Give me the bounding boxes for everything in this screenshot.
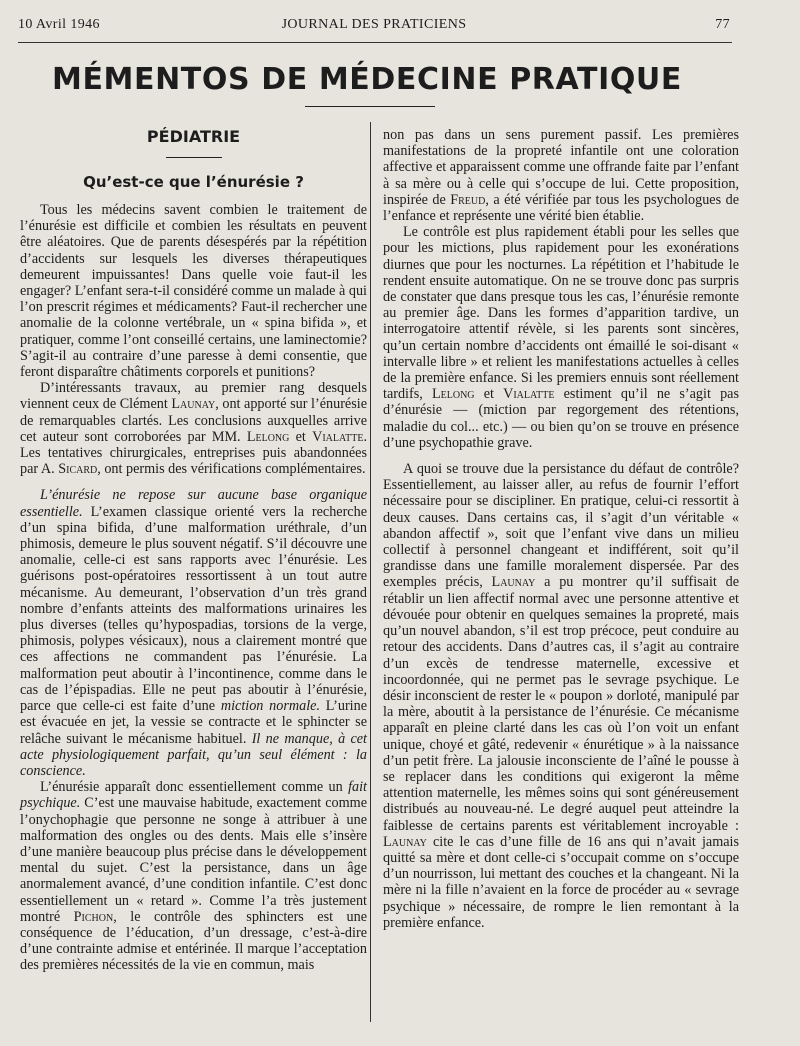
author-name: Launay <box>383 833 427 850</box>
article-title: Qu’est-ce que l’énurésie ? <box>83 173 304 191</box>
paragraph: L’énurésie apparaît donc essentiellement comme un fait psychique. C’est une mauvaise habitude, exactement comme l’onychophagie que personne ne songe à attribuer à une malformation des ongles ou des dents. Mais elle s’insère d’une manière beaucoup plus précise dans le développement mental du sujet. C’est la persistance, dans un âge anormalement avancé, d’une condition infantile. C’est donc essentiellement un « retard ». Comme l’a très justement montré Pichon, le contrôle des sphincters est une conséquence de l’éducation, d’un dressage, c’est-à-dire d’une contrainte admise et entérinée. Il marque l’acceptation des premières nécessités de la vie en commun, mais <box>20 779 368 974</box>
column-divider <box>370 122 371 1022</box>
author-name: Launay <box>491 574 536 591</box>
main-title: MÉMENTOS DE MÉDECINE PRATIQUE <box>52 62 682 97</box>
author-name: Pichon <box>73 908 114 925</box>
section-rule <box>166 157 222 158</box>
paragraph: non pas dans un sens purement passif. Les premières manifestations de la propreté infantile ont une coloration affective et apparaissent comme une offrande faite par l’enfant à sa mère ou à celle qui s’occupe de lui. Cette proposition, inspirée de Freud, a été vérifiée par tous les psychologues de l’enfance et représente une vérité bien établie. <box>383 127 739 225</box>
italic-lead: L’énurésie ne repose sur aucune base organique essentielle. <box>20 487 367 520</box>
paragraph: Le contrôle est plus rapidement établi pour les selles que pour les mictions, plus rapidement pour les exonérations diurnes que pour les nocturnes. La répétition et l’habitude le rendent ensuite automatique. On ne se trouve donc pas surpris de constater que dans presque tous les cas, l’énurésie remonte au premier âge. Dans les formes d’apparition tardive, un interrogatoire attentif révèle, si les parents sont sincères, qu’un certain nombre d’accidents ont émaillé le soi-disant « intervalle libre » et relient les manifestations actuelles à celles de la première enfance. Si les premiers ennuis sont réellement tardifs, Lelong et Vialatte estiment qu’il ne s’agit pas d’énurésie — (miction par regorgement des rétentions, maladie du col... etc.) — ou bien qu’on se trouve en présence d’une psychopathie grave. <box>383 224 739 451</box>
section-title: PÉDIATRIE <box>146 127 241 146</box>
right-column <box>383 127 739 931</box>
author-name: Vialatte <box>312 428 364 445</box>
title-rule <box>305 106 435 107</box>
left-column <box>20 127 367 974</box>
paragraph: Tous les médecins savent combien le traitement de l’énurésie est difficile et combien les résultats en peuvent être aléatoires. Que de parents désespérés par la répétition d’accidents sur lesquels les diverses thérapeutiques demeurent impuissantes! Dans quelle voie faut-il les engager? L’enfant sera-t-il considéré comme un malade à qui l’on prescrit régimes et médicaments? Faut-il rechercher une anomalie de la colonne vertébrale, un « spina bifida », et pratiquer, comme l’ont conseillé certains, une laminectomie? S’agit-il au contraire d’une paresse à demi consentie, que feront disparaître châtiments corporels et punitions? <box>20 202 367 381</box>
header-rule <box>18 42 732 43</box>
author-name: Freud <box>450 191 486 208</box>
issue-date: 10 Avril 1946 <box>18 17 100 32</box>
paragraph: D’intéressants travaux, au premier rang desquels viennent ceux de Clément Launay, ont apporté sur l’énurésie de remarquables clartés. Les conclusions auxquelles arrive cet auteur sont corroborées par MM. Lelong et Vialatte. Les tentatives chirurgicales, entreprises puis abandonnées par A. Sicard, ont permis des vérifications complémentaires. <box>20 380 367 478</box>
author-name: Sicard <box>58 461 98 478</box>
page-number: 77 <box>715 17 730 32</box>
paragraph: L’énurésie ne repose sur aucune base organique essentielle. L’examen classique orienté vers la recherche d’un spina bifida, d’une malformation uréthrale, d’un phimosis, demeure le plus souvent négatif. S’il découvre une anomalie, celle-ci est sans rapports avec l’énurésie. Les guérisons post-opératoires ressortissent à un tout autre mécanisme. Au demeurant, l’observation d’un très grand nombre d’enfants atteints des malformations urinaires les plus diverses (telles qu’hypospadias, torsions de la verge, phimosis, polypes vésicaux), nous a clairement montré que ces affections ne commandent pas l’énurésie. La malformation peut aboutir à l’incontinence, comme dans le cas de l’épispadias. Elle ne peut pas aboutir à l’énurésie, parce que celle-ci est faite d’une miction normale. L’urine est évacuée en jet, la vessie se contracte et le sphincter se relâche suivant le mécanisme habituel. Il ne manque, à cet acte physiologiquement parfait, qu’un seul élément : la conscience. <box>20 487 368 779</box>
author-name: Lelong <box>246 428 290 445</box>
journal-name: JOURNAL DES PRATICIENS <box>281 17 467 32</box>
running-header <box>18 17 730 39</box>
author-name: Vialatte <box>503 386 555 403</box>
author-name: Launay <box>171 396 216 413</box>
author-name: Lelong <box>431 386 475 403</box>
paragraph: A quoi se trouve due la persistance du défaut de contrôle? Essentiellement, au laisser aller, au refus de fournir l’effort nécessaire pour se discipliner. En pratique, celui-ci ressortit à deux causes. Dans certains cas, il s’agit d’un véritable « abandon affectif », soit que l’enfant vive dans un milieu collectif à personnel changeant et indifférent, soit qu’il grandisse dans une famille moralement dispersée. Par des exemples précis, Launay a pu montrer qu’il suffisait de rétablir un lien affectif normal avec une personne attentive et dévouée pour obtenir en quelques semaines la propreté, mais qu’un nouvel abandon, s’il est trop précoce, peut conduire au retour des accidents. Dans d’autres cas, il s’agit au contraire d’un excès de tendresse maternelle, excessive et incoordonnée, qui ne permet pas le sevrage psychique. Le désir inconscient de rester le « poupon » dorloté, manipulé par la mère, aboutit à la persistance de l’énurésie. Ce mécanisme apparaît en pleine clarté dans les cas où l’on voit un enfant unique, choyé et gâté, redevenir « énurétique » à la naissance d’un petit frère. La jalousie inconsciente de l’aîné le pousse à se replacer dans les conditions qui exigeront la même attention maternelle, les mêmes soins qui sont généreusement distribués au nouveau-né. Le degré auquel peut atteindre la faiblesse de certains parents est véritablement incroyable : Launay cite le cas d’une fille de 16 ans qui n’avait jamais quitté sa mère et dont celle-ci s’occupait comme on s’occupe d’un nourrisson, lui mettant des couches et la changeant. Ni la mère ni la fille n’avaient en la force de procéder au « sevrage psychique » nécessaire, de rompre le lien remontant à la première enfance. <box>383 461 739 931</box>
